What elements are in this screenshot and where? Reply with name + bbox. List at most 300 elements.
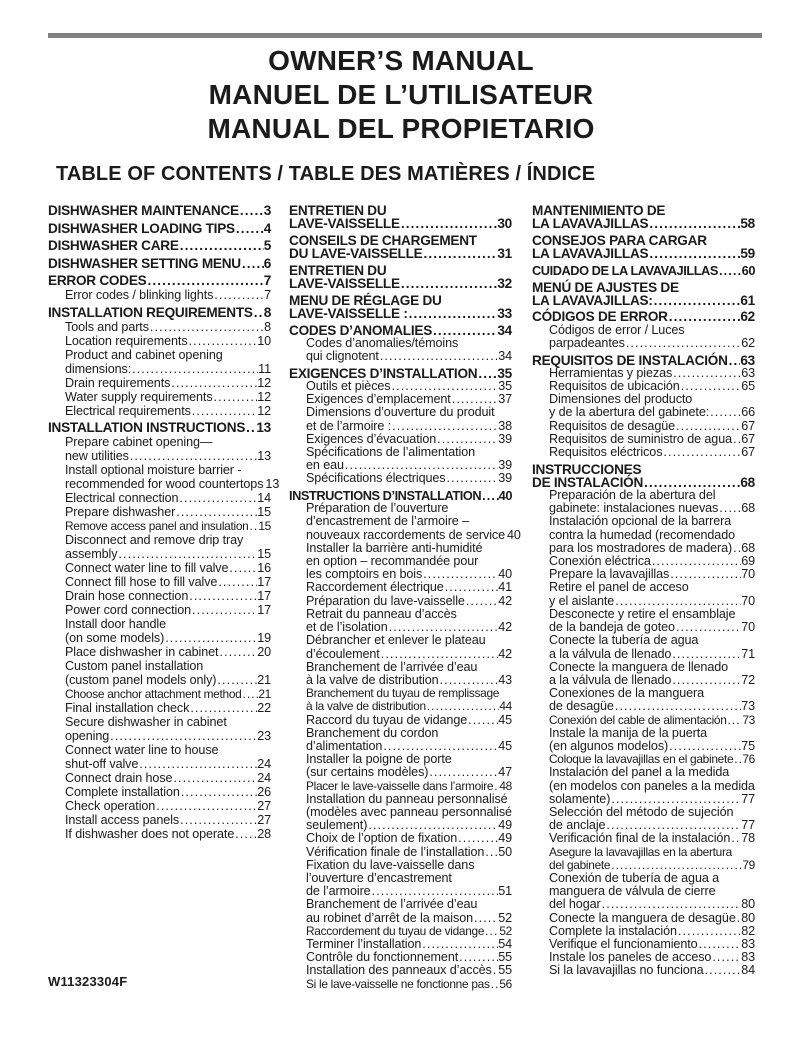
dot-leader — [732, 433, 741, 446]
toc-section-title-line — [532, 247, 755, 260]
dot-leader — [241, 687, 258, 701]
page-number: 68 — [741, 540, 755, 555]
toc-section — [532, 234, 755, 260]
toc-section-title-line — [532, 294, 755, 307]
toc-entry-line — [65, 589, 271, 603]
toc-text: Installation des panneaux d’accès — [306, 963, 492, 978]
page-number: 60 — [741, 262, 755, 278]
toc-entry — [289, 337, 512, 363]
page-number: 59 — [740, 246, 755, 262]
toc-text: DISHWASHER CARE — [48, 238, 179, 253]
toc-text: y el aislante — [549, 593, 615, 608]
toc-text: Conexión de tubería de agua a — [549, 870, 720, 885]
toc-entry — [48, 320, 271, 334]
toc-entry-line — [65, 376, 271, 390]
toc-section — [289, 294, 512, 320]
toc-section-title-line — [48, 306, 271, 320]
toc-section-title-line — [289, 294, 512, 307]
doc-title-spanish: MANUAL DEL PROPIETARIO — [207, 113, 595, 144]
toc-text: Remove access panel and insulation — [65, 519, 249, 533]
dot-leader — [610, 859, 742, 872]
page-number: 10 — [257, 333, 271, 348]
toc-entry-line — [65, 603, 271, 617]
toc-entry — [532, 661, 755, 687]
toc-text: Electrical connection — [65, 491, 179, 505]
dot-leader — [164, 631, 257, 645]
toc-entry — [532, 832, 755, 845]
toc-entry-line — [65, 477, 280, 491]
page-number: 34 — [498, 349, 512, 364]
toc-section-title — [48, 274, 271, 288]
page-number: 58 — [740, 216, 755, 232]
toc-text: Check operation — [65, 799, 156, 813]
toc-text: Asegure la lavavajillas en la abertura — [549, 844, 732, 859]
page-number: 73 — [741, 699, 755, 714]
page-number: 72 — [741, 672, 755, 687]
page-number: 26 — [257, 785, 271, 799]
toc-text: DISHWASHER MAINTENANCE — [48, 203, 239, 218]
toc-text: Installer la barrière anti-humidité — [306, 540, 483, 555]
toc-text: Instalación del panel a la medida — [549, 765, 730, 780]
toc-entry-line — [65, 771, 271, 785]
toc-entry-line — [549, 898, 755, 911]
toc-text: Choose anchor attachment method — [65, 687, 242, 701]
toc-entry-line — [65, 288, 271, 302]
toc-text: Selección del método de sujeción — [549, 804, 734, 819]
dot-leader — [175, 505, 257, 519]
toc-entry-line — [65, 617, 271, 631]
toc-section — [289, 324, 512, 364]
toc-entry — [532, 433, 755, 446]
dot-leader — [653, 294, 741, 307]
toc-entry-line — [549, 515, 755, 528]
toc-text: DE INSTALACIÓN — [532, 474, 644, 490]
toc-text: a la válvula de llenado — [549, 646, 672, 661]
toc-entry-line — [65, 743, 271, 757]
toc-entry — [532, 872, 755, 912]
page-number: 30 — [497, 216, 512, 232]
page-number: 82 — [741, 923, 755, 938]
toc-column-english — [48, 203, 280, 841]
dot-leader — [172, 771, 257, 785]
page-number: 45 — [498, 738, 512, 753]
dot-leader — [218, 645, 257, 659]
toc-text: solamente) — [549, 791, 611, 806]
toc-entry-line — [549, 714, 755, 727]
toc-text: Installer la poigne de porte — [306, 752, 452, 767]
toc-text: Water supply requirements — [65, 389, 213, 404]
toc-entry — [532, 912, 755, 925]
dot-leader — [253, 306, 264, 320]
toc-entry-line — [306, 527, 521, 542]
page-number: 54 — [498, 936, 512, 951]
toc-entry — [289, 978, 512, 991]
toc-entry — [532, 634, 755, 660]
page-number: 62 — [740, 309, 755, 325]
toc-text: (sur certains modèles) — [306, 765, 429, 780]
toc-entry — [48, 348, 271, 376]
toc-text: Verifique el funcionamiento — [549, 936, 698, 951]
toc-entry-line — [549, 832, 755, 845]
toc-entry-line — [549, 925, 755, 938]
toc-section-title-line — [289, 324, 512, 337]
page-number: 71 — [741, 646, 755, 661]
toc-text: LA LAVAVAJILLAS — [532, 246, 649, 262]
toc-section-title — [532, 354, 755, 367]
dot-leader — [614, 700, 741, 713]
toc-entry-line — [65, 491, 271, 505]
dot-leader — [179, 239, 264, 253]
toc-entry — [289, 832, 512, 845]
toc-text: Raccordement électrique — [306, 580, 444, 595]
toc-text: CÓDIGOS DE ERROR — [532, 309, 668, 325]
toc-text: Retire el panel de acceso — [549, 580, 689, 595]
toc-entry — [48, 561, 271, 575]
toc-entry — [289, 753, 512, 779]
dot-leader — [191, 603, 257, 617]
toc-entry — [532, 367, 755, 380]
dot-leader — [704, 964, 742, 977]
toc-section — [289, 264, 512, 290]
toc-text: LAVE-VAISSELLE — [289, 276, 400, 292]
toc-section-title — [48, 239, 271, 253]
toc-entry — [48, 743, 271, 771]
toc-entry — [289, 780, 512, 793]
toc-text: y de la abertura del gabinete: — [549, 405, 710, 420]
dot-leader — [484, 925, 499, 938]
toc-entry — [289, 406, 512, 432]
dot-leader — [400, 277, 498, 290]
toc-text: Error codes / blinking lights — [65, 288, 214, 302]
toc-text: Connect water line to house — [65, 743, 219, 757]
toc-text: assembly — [65, 547, 118, 561]
toc-text: Instale los paneles de acceso — [549, 950, 712, 965]
toc-text: Install door handle — [65, 617, 167, 631]
toc-text: CODES D’ANOMALIES — [289, 322, 433, 338]
page-number: 63 — [740, 352, 755, 368]
toc-text: Conexión eléctrica — [549, 554, 651, 569]
page-number: 70 — [741, 567, 755, 582]
toc-text: (en algunos modelos) — [549, 738, 669, 753]
toc-text: Dimensions d’ouverture du produit — [306, 405, 495, 420]
page-number: 68 — [741, 501, 755, 516]
toc-text: Conexión del cable de alimentación — [549, 712, 727, 727]
toc-text: ERROR CODES — [48, 273, 147, 288]
toc-entry — [48, 659, 271, 687]
toc-text: Secure dishwasher in cabinet — [65, 715, 227, 729]
toc-text: new utilities — [65, 449, 129, 463]
toc-text: nouveaux raccordements de service — [306, 527, 506, 542]
toc-text: Raccordement du tuyau de vidange — [306, 923, 485, 938]
page-number: 8 — [263, 304, 271, 320]
toc-text: Exigences d’évacuation — [306, 431, 437, 446]
toc-entry-line — [549, 648, 755, 661]
toc-section-title — [48, 421, 271, 435]
toc-text: Si le lave-vaisselle ne fonctionne pas — [306, 976, 490, 991]
toc-entry — [48, 334, 271, 348]
toc-entry — [289, 661, 512, 687]
page-number: 19 — [257, 631, 271, 645]
part-number: W11323304F — [48, 974, 128, 989]
toc-entry-line — [549, 964, 755, 977]
toc-text: à la valve de distribution — [306, 672, 439, 687]
page-number: 83 — [741, 950, 755, 965]
toc-text: manguera de válvula de cierre — [549, 884, 716, 899]
toc-entry-line — [65, 827, 271, 841]
toc-entry — [289, 446, 512, 472]
dot-leader — [217, 575, 257, 589]
page-number: 7 — [263, 273, 271, 288]
page-number: 61 — [740, 292, 755, 308]
toc-entry-line — [549, 727, 755, 740]
toc-entry — [289, 714, 512, 727]
toc-text: Raccord du tuyau de vidange — [306, 712, 468, 727]
page-number: 44 — [499, 699, 512, 714]
page-number: 70 — [741, 593, 755, 608]
toc-text: para los mostradores de madera) — [549, 540, 733, 555]
toc-text: (custom panel models only) — [65, 673, 217, 687]
dot-leader — [129, 449, 257, 463]
page-number: 23 — [257, 729, 271, 743]
toc-entry-line — [306, 978, 512, 991]
toc-text: Choix de l’option de fixation — [306, 831, 458, 846]
toc-section-title-line — [48, 274, 271, 288]
toc-section-title-line — [289, 367, 512, 380]
toc-entry-line — [549, 337, 755, 350]
dot-leader — [730, 832, 741, 845]
page-number: 70 — [741, 620, 755, 635]
dot-leader — [614, 595, 741, 608]
page-number: 28 — [257, 827, 271, 841]
toc-text: contra la humedad (recomendado — [549, 527, 736, 542]
toc-entry-line — [306, 472, 512, 485]
toc-entry-line — [306, 433, 512, 446]
toc-entry — [289, 595, 512, 608]
toc-section-title — [289, 234, 512, 260]
toc-entry — [532, 324, 755, 350]
toc-entry — [48, 715, 271, 743]
toc-text: qui clignotent — [306, 349, 379, 364]
dot-leader — [601, 898, 742, 911]
toc-text: LAVE-VAISSELLE — [289, 216, 400, 232]
toc-text: en eau — [306, 458, 344, 473]
toc-text: Dimensiones del producto — [549, 392, 693, 407]
toc-text: Complete installation — [65, 785, 180, 799]
toc-text: REQUISITOS DE INSTALACIÓN — [532, 352, 728, 368]
toc-section — [48, 420, 280, 841]
toc-section — [48, 274, 271, 302]
dot-leader — [732, 542, 741, 555]
toc-entry-line — [549, 780, 755, 793]
toc-entry — [289, 846, 512, 859]
toc-text: seulement) — [306, 818, 368, 833]
dot-leader — [234, 827, 257, 841]
toc-entry — [48, 799, 271, 813]
toc-text: Desconecte y retire el ensamblaje — [549, 606, 736, 621]
toc-entry-line — [549, 581, 755, 594]
page-number: 15 — [257, 505, 271, 519]
dot-leader — [481, 489, 499, 502]
dot-leader — [444, 581, 498, 594]
toc-text: a la válvula de llenado — [549, 672, 672, 687]
toc-text: LA LAVAVAJILLAS: — [532, 292, 653, 308]
toc-entry — [289, 859, 512, 899]
dot-leader — [188, 589, 257, 603]
toc-text: de la bandeja de goteo — [549, 620, 675, 635]
toc-entry — [48, 404, 271, 418]
toc-text: Requisitos de desagüe — [549, 418, 676, 433]
page-number: 14 — [257, 491, 271, 505]
toc-entry-line — [306, 350, 512, 363]
dot-leader — [473, 912, 498, 925]
dot-leader — [672, 367, 741, 380]
toc-text: Exigences d’emplacement — [306, 392, 451, 407]
toc-text: Retrait du panneau d’accès — [306, 606, 457, 621]
page-number: 55 — [498, 950, 512, 965]
toc-text: Location requirements — [65, 333, 188, 348]
toc-entry-line — [306, 846, 512, 859]
toc-section-title-line — [532, 217, 755, 230]
page-number: 67 — [741, 418, 755, 433]
page-number: 8 — [264, 319, 271, 334]
toc-text: (modèles avec panneau personnalisé — [306, 804, 512, 819]
toc-text: Requisitos eléctricos — [549, 444, 663, 459]
page-number: 13 — [265, 477, 280, 491]
toc-text: Place dishwasher in cabinet — [65, 645, 219, 659]
page-number: 15 — [257, 547, 271, 561]
toc-entry — [532, 489, 755, 515]
toc-entry-line — [306, 780, 512, 793]
toc-entry — [532, 727, 755, 753]
toc-text: Requisitos de suministro de agua — [549, 431, 733, 446]
page-number: 42 — [498, 646, 512, 661]
toc-entry-line — [65, 404, 271, 418]
toc-entry-line — [306, 661, 512, 674]
toc-entry-line — [65, 390, 271, 404]
toc-text: CONSEJOS PARA CARGAR — [532, 232, 707, 248]
toc-section — [532, 204, 755, 230]
toc-text: Requisitos de ubicación — [549, 378, 680, 393]
toc-text: Préparation du lave-vaisselle — [306, 593, 465, 608]
toc-section — [48, 204, 271, 218]
toc-text: Drain requirements — [65, 375, 171, 390]
toc-entry-line — [306, 898, 512, 911]
dot-leader — [625, 337, 741, 350]
toc-entry-line — [549, 859, 755, 872]
page-number: 77 — [741, 791, 755, 806]
page-number: 78 — [741, 831, 755, 846]
dot-leader — [432, 324, 497, 337]
page-number: 47 — [498, 765, 512, 780]
page-number: 39 — [498, 458, 512, 473]
toc-entry — [48, 390, 271, 404]
toc-entry-line — [65, 575, 271, 589]
toc-section-title — [532, 234, 755, 260]
toc-section-title-line — [48, 239, 271, 253]
dot-leader — [189, 701, 257, 715]
toc-entry-line — [549, 846, 755, 859]
page-number: 3 — [263, 203, 271, 218]
dot-leader — [728, 354, 741, 367]
toc-section-title — [289, 324, 512, 337]
dot-leader — [245, 421, 256, 435]
toc-text: Conexiones de la manguera — [549, 686, 705, 701]
doc-title-english: OWNER’S MANUAL — [268, 45, 534, 76]
page-number: 39 — [498, 471, 512, 486]
toc-text: del gabinete — [549, 857, 611, 872]
toc-entry-line — [549, 661, 755, 674]
dot-leader — [465, 595, 498, 608]
toc-section-title-line — [532, 310, 755, 323]
toc-entry-line — [65, 659, 271, 673]
toc-text: Instale la manija de la puerta — [549, 725, 708, 740]
dot-leader — [188, 334, 258, 348]
dot-leader — [467, 714, 498, 727]
toc-entry-line — [65, 519, 271, 533]
toc-section-title — [48, 257, 271, 271]
toc-text: au robinet d’arrêt de la maison — [306, 910, 474, 925]
page-number: 76 — [742, 752, 755, 767]
toc-text: Códigos de error / Luces — [549, 322, 685, 337]
toc-text: Spécifications de l’alimentation — [306, 444, 476, 459]
page-number: 84 — [741, 963, 755, 978]
toc-text: DU LAVE-VAISSELLE — [289, 246, 423, 262]
toc-text: Product and cabinet opening — [65, 347, 223, 362]
toc-text: Branchement de l’arrivée d’eau — [306, 659, 478, 674]
toc-text: Installation du panneau personnalisé — [306, 791, 508, 806]
page-number: 13 — [256, 420, 271, 435]
dot-leader — [131, 362, 258, 376]
dot-leader — [149, 320, 264, 334]
toc-text: ENTRETIEN DU — [289, 262, 387, 278]
dot-leader — [428, 766, 498, 779]
toc-entry-line — [549, 529, 755, 542]
dot-leader — [179, 813, 257, 827]
toc-text: Débrancher et enlever le plateau — [306, 633, 486, 648]
toc-section-title — [48, 222, 271, 236]
toc-text: Drain hose connection — [65, 589, 189, 603]
toc-entry — [48, 701, 271, 715]
toc-text: LAVE-VAISSELLE : — [289, 305, 408, 321]
dot-leader — [675, 420, 741, 433]
toc-section-title — [532, 463, 755, 489]
dot-leader — [457, 832, 498, 845]
toc-entry-line — [306, 420, 512, 433]
toc-entry — [289, 472, 512, 485]
toc-entry — [532, 608, 755, 634]
page-number: 49 — [498, 831, 512, 846]
toc-entry-line — [65, 757, 271, 771]
page-number: 22 — [257, 701, 271, 715]
toc-text: en option – recommandée pour — [306, 554, 479, 569]
page-number: 52 — [499, 923, 512, 938]
dot-leader — [490, 978, 500, 991]
toc-text: opening — [65, 729, 110, 743]
toc-entry — [48, 575, 271, 589]
dot-leader — [436, 433, 498, 446]
page-number: 7 — [264, 288, 271, 302]
toc-section-title-line — [532, 463, 755, 476]
toc-section-title-line — [289, 247, 512, 260]
page-number: 17 — [257, 603, 271, 617]
toc-text: Conecte la manguera de desagüe — [549, 910, 736, 925]
page-number: 42 — [498, 593, 512, 608]
page-number: 21 — [258, 687, 271, 701]
toc-entry-line — [65, 561, 271, 575]
dot-leader — [180, 785, 257, 799]
toc-text: If dishwasher does not operate — [65, 827, 235, 841]
page-number: 65 — [741, 378, 755, 393]
